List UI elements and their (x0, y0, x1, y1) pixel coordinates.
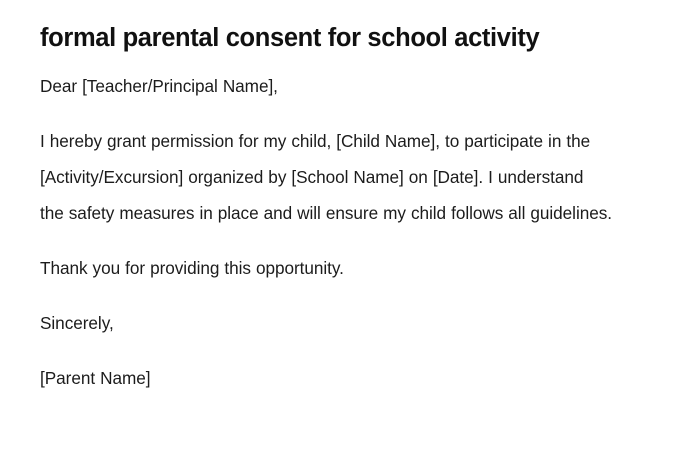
consent-body-paragraph: I hereby grant permission for my child, [Child Name], to participate in the [Activity/Excursion] organized by [School Name] on [Date]. I understand the safety measures in place and will ensure my child follows all guidelines. (40, 131, 612, 223)
signature-paragraph: [Parent Name] (40, 368, 151, 388)
thanks-paragraph: Thank you for providing this opportunity. (40, 258, 344, 278)
document-body (40, 68, 612, 396)
page-title: formal parental consent for school activity (40, 24, 540, 52)
salutation-paragraph: Dear [Teacher/Principal Name], (40, 76, 278, 96)
closing-paragraph: Sincerely, (40, 313, 114, 333)
